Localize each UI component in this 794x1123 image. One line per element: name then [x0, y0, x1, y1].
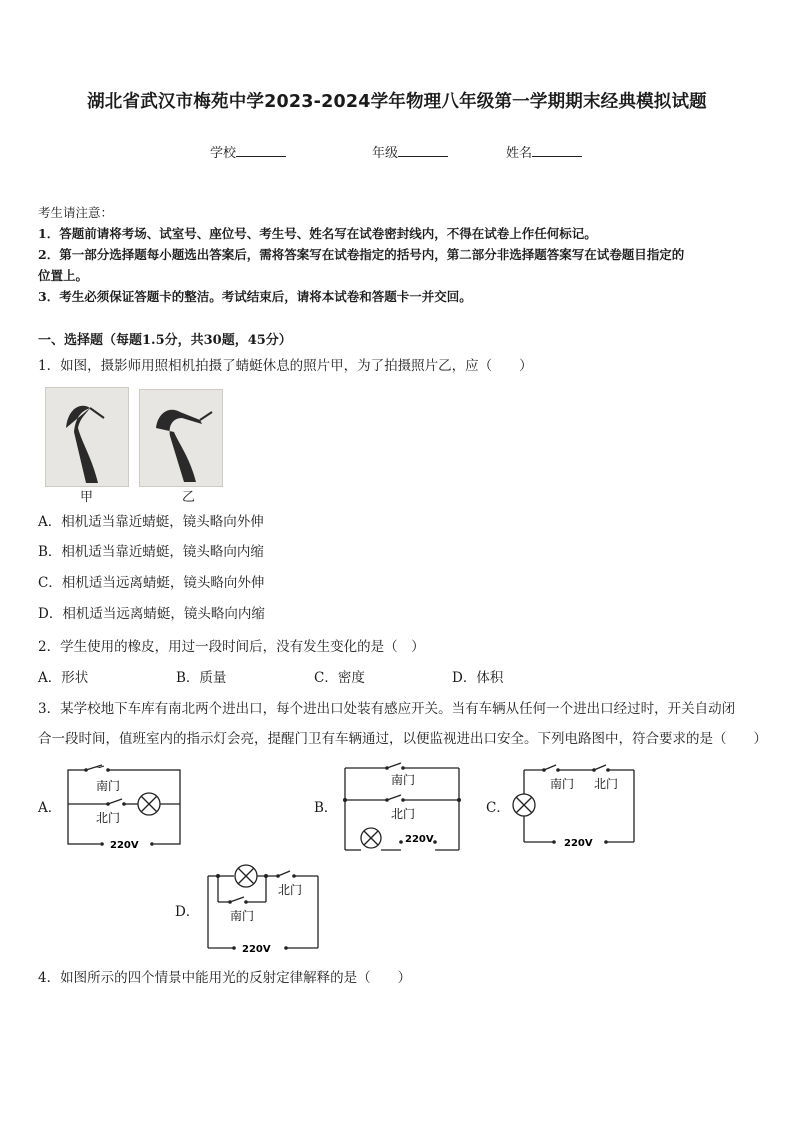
label-south-gate: 南门 — [96, 779, 121, 793]
label-voltage: 220V — [242, 944, 271, 955]
q3-option-a[interactable]: A． — [38, 800, 62, 816]
q1-option-d[interactable]: D．相机适当远离蜻蜓，镜头略向内缩 — [38, 606, 265, 622]
circuit-b-diagram[interactable] — [343, 764, 461, 854]
page-title: 湖北省武汉市梅苑中学2023-2024学年物理八年级第一学期期末经典模拟试题 — [87, 92, 707, 112]
q2-option-b[interactable]: B．质量 — [176, 670, 227, 686]
notice-item: 1．答题前请将考场、试室号、座位号、考生号、姓名写在试卷密封线内，不得在试卷上作任何标记。 — [38, 226, 597, 241]
label-south-gate: 南门 — [550, 777, 575, 791]
grade-label: 年级 — [372, 146, 399, 161]
photo-yi — [139, 389, 223, 487]
label-south-gate: 南门 — [230, 909, 255, 923]
label-south-gate: 南门 — [391, 773, 416, 787]
label-voltage: 220V — [405, 834, 434, 845]
notice-item: 3．考生必须保证答题卡的整洁。考试结束后，请将本试卷和答题卡一并交回。 — [38, 289, 472, 304]
q3-option-d[interactable]: D． — [175, 904, 200, 920]
q2-option-a[interactable]: A．形状 — [38, 670, 89, 686]
dragonfly-yi-image — [140, 390, 222, 486]
photo-label-yi: 乙 — [182, 490, 196, 505]
circuit-c-diagram[interactable] — [510, 766, 636, 849]
section-heading: 一、选择题（每题1.5分，共30题，45分） — [38, 333, 292, 348]
name-field — [506, 142, 582, 161]
question-2-stem: 2．学生使用的橡皮，用过一段时间后，没有发生变化的是（ ） — [38, 639, 425, 655]
label-north-gate: 北门 — [278, 883, 303, 897]
label-north-gate: 北门 — [594, 777, 619, 791]
q1-option-c[interactable]: C．相机适当远离蜻蜓，镜头略向外伸 — [38, 575, 265, 591]
circuit-a-diagram[interactable] — [66, 766, 184, 851]
q1-option-b[interactable]: B．相机适当靠近蜻蜓，镜头略向内缩 — [38, 544, 264, 560]
notice-item: 2．第一部分选择题每小题选出答案后，需将答案写在试卷指定的括号内，第二部分非选择题答案写在试卷题目指定的 — [38, 247, 685, 262]
name-blank[interactable] — [532, 144, 582, 157]
dragonfly-jia-image — [46, 388, 128, 486]
question-3-stem-line2: 合一段时间，值班室内的指示灯会亮，提醒门卫有车辆通过，以便监视进出口安全。下列电路图中，符合要求的是（ ） — [38, 731, 767, 747]
photo-jia — [45, 387, 129, 487]
notice-heading: 考生请注意： — [38, 205, 114, 220]
photo-label-jia: 甲 — [80, 490, 94, 505]
label-voltage: 220V — [110, 840, 139, 851]
school-label: 学校 — [210, 146, 237, 161]
q2-option-d[interactable]: D．体积 — [452, 670, 504, 686]
question-1-stem: 1．如图，摄影师用照相机拍摄了蜻蜓休息的照片甲，为了拍摄照片乙，应（ ） — [38, 358, 533, 374]
q3-option-b[interactable]: B． — [314, 800, 338, 816]
q2-option-c[interactable]: C．密度 — [314, 670, 365, 686]
school-field — [210, 142, 286, 161]
school-blank[interactable] — [236, 144, 286, 157]
label-north-gate: 北门 — [391, 807, 416, 821]
notice-item: 位置上。 — [38, 268, 89, 283]
question-3-stem-line1: 3．某学校地下车库有南北两个进出口，每个进出口处装有感应开关。当有车辆从任何一个进出口经过时，开关自动闭 — [38, 701, 736, 717]
q3-option-c[interactable]: C． — [486, 800, 510, 816]
q1-option-a[interactable]: A．相机适当靠近蜻蜓，镜头略向外伸 — [38, 514, 264, 530]
label-north-gate: 北门 — [96, 811, 121, 825]
label-voltage: 220V — [564, 838, 593, 849]
circuit-d-diagram[interactable] — [206, 862, 324, 955]
question-4-stem: 4．如图所示的四个情景中能用光的反射定律解释的是（ ） — [38, 970, 412, 986]
grade-field — [372, 142, 448, 161]
name-label: 姓名 — [506, 146, 533, 161]
grade-blank[interactable] — [398, 144, 448, 157]
